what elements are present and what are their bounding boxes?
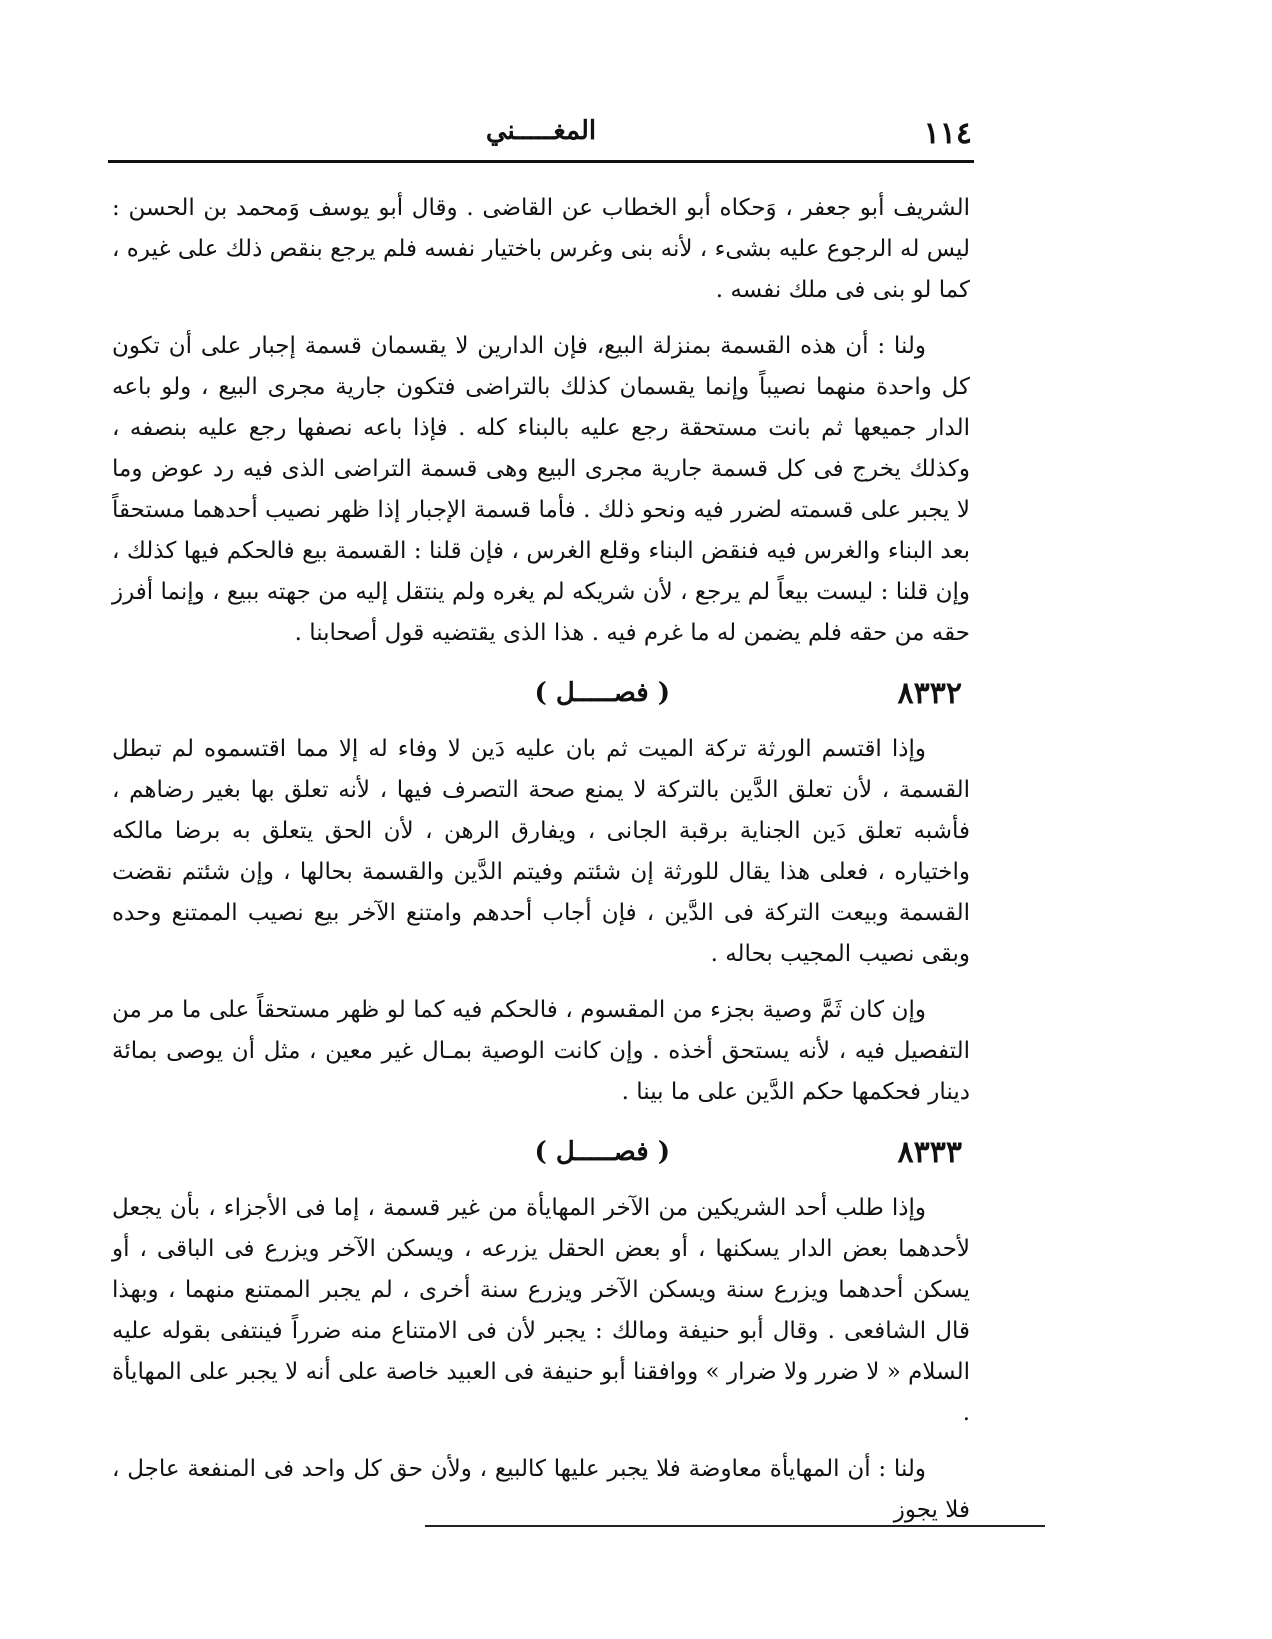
section-number: ٨٣٣٢	[897, 676, 962, 711]
section-heading-8332	[112, 669, 970, 721]
footer-rule	[425, 1525, 1045, 1527]
page-header	[110, 112, 972, 158]
section-number: ٨٣٣٣	[897, 1135, 962, 1170]
paragraph-3: وإذا اقتسم الورثة تركة الميت ثم بان عليه دَين لا وفاء له إلا مما اقتسموه لم تبطل القسمة ، لأن تعلق الدَّين بالتركة لا يمنع صحة التصرف فيها ، لأنه تعلق بها بغير رضاهم ، فأشبه تعلق دَين الجناية برقبة الجانى ، ويفارق الرهن ، لأن الحق يتعلق به برضا مالكه واختياره ، فعلى هذا يقال للورثة إن شئتم وفيتم الدَّين والقسمة بحالها ، وإن شئتم نقضت القسمة وبيعت التركة فى الدَّين ، فإن أجاب أحدهم وامتنع الآخر بيع نصيب الممتنع وحده وبقى نصيب المجيب بحاله .	[112, 736, 970, 967]
paragraph-6: ولنا : أن المهايأة معاوضة فلا يجبر عليها كالبيع ، ولأن حق كل واحد فى المنفعة عاجل ، فلا يجوز	[112, 1456, 970, 1523]
paragraph-5: وإذا طلب أحد الشريكين من الآخر المهايأة من غير قسمة ، إما فى الأجزاء ، بأن يجعل لأحدهما بعض الدار يسكنها ، أو بعض الحقل يزرعه ، ويسكن الآخر ويزرع فى الباقى ، أو يسكن أحدهما ويزرع سنة ويسكن الآخر ويزرع سنة أخرى ، لم يجبر الممتنع منهما ، وبهذا قال الشافعى . وقال أبو حنيفة ومالك : يجبر لأن فى الامتناع منه ضرراً فينتفى بقوله عليه السلام « لا ضرر ولا ضرار » ووافقنا أبو حنيفة فى العبيد خاصة على أنه لا يجبر على المهايأة .	[112, 1195, 970, 1426]
section-heading-8333	[112, 1128, 970, 1180]
paragraph-4: وإن كان ثَمَّ وصية بجزء من المقسوم ، فالحكم فيه كما لو ظهر مستحقاً على ما مر من التفصيل فيه ، لأنه يستحق أخذه . وإن كانت الوصية بمـال غير معين ، مثل أن يوصى بمائة دينار فحكمها حكم الدَّين على ما بينا .	[112, 997, 970, 1105]
section-title: ( فصـــــل )	[534, 678, 670, 708]
page-number: ١١٤	[923, 116, 972, 151]
paragraph-1: الشريف أبو جعفر ، وَحكاه أبو الخطاب عن القاضى . وقال أبو يوسف وَمحمد بن الحسن : ليس له الرجوع عليه بشىء ، لأنه بنى وغرس باختيار نفسه فلم يرجع بنقص ذلك على غيره ، كما لو بنى فى ملك نفسه .	[112, 195, 970, 303]
running-title: المغـــــني	[485, 116, 597, 146]
section-title: ( فصـــــل )	[534, 1137, 670, 1167]
page-body	[112, 188, 970, 1546]
paragraph-2: ولنا : أن هذه القسمة بمنزلة البيع، فإن الدارين لا يقسمان قسمة إجبار على أن تكون كل واحدة منهما نصيباً وإنما يقسمان كذلك بالتراضى فتكون جارية مجرى البيع ، ولو باعه الدار جميعها ثم بانت مستحقة رجع عليه بالبناء كله . فإذا باعه نصفها رجع عليه بنصفه ، وكذلك يخرج فى كل قسمة جارية مجرى البيع وهى قسمة التراضى الذى فيه رد عوض وما لا يجبر على قسمته لضرر فيه ونحو ذلك . فأما قسمة الإجبار إذا ظهر نصيب أحدهما مستحقاً بعد البناء والغرس فيه فنقض البناء وقلع الغرس ، فإن قلنا : القسمة بيع فالحكم فيها كذلك ، وإن قلنا : ليست بيعاً لم يرجع ، لأن شريكه لم يغره ولم ينتقل إليه من جهته ببيع ، وإنما أفرز حقه من حقه فلم يضمن له ما غرم فيه . هذا الذى يقتضيه قول أصحابنا .	[112, 333, 970, 646]
header-rule	[108, 160, 974, 163]
